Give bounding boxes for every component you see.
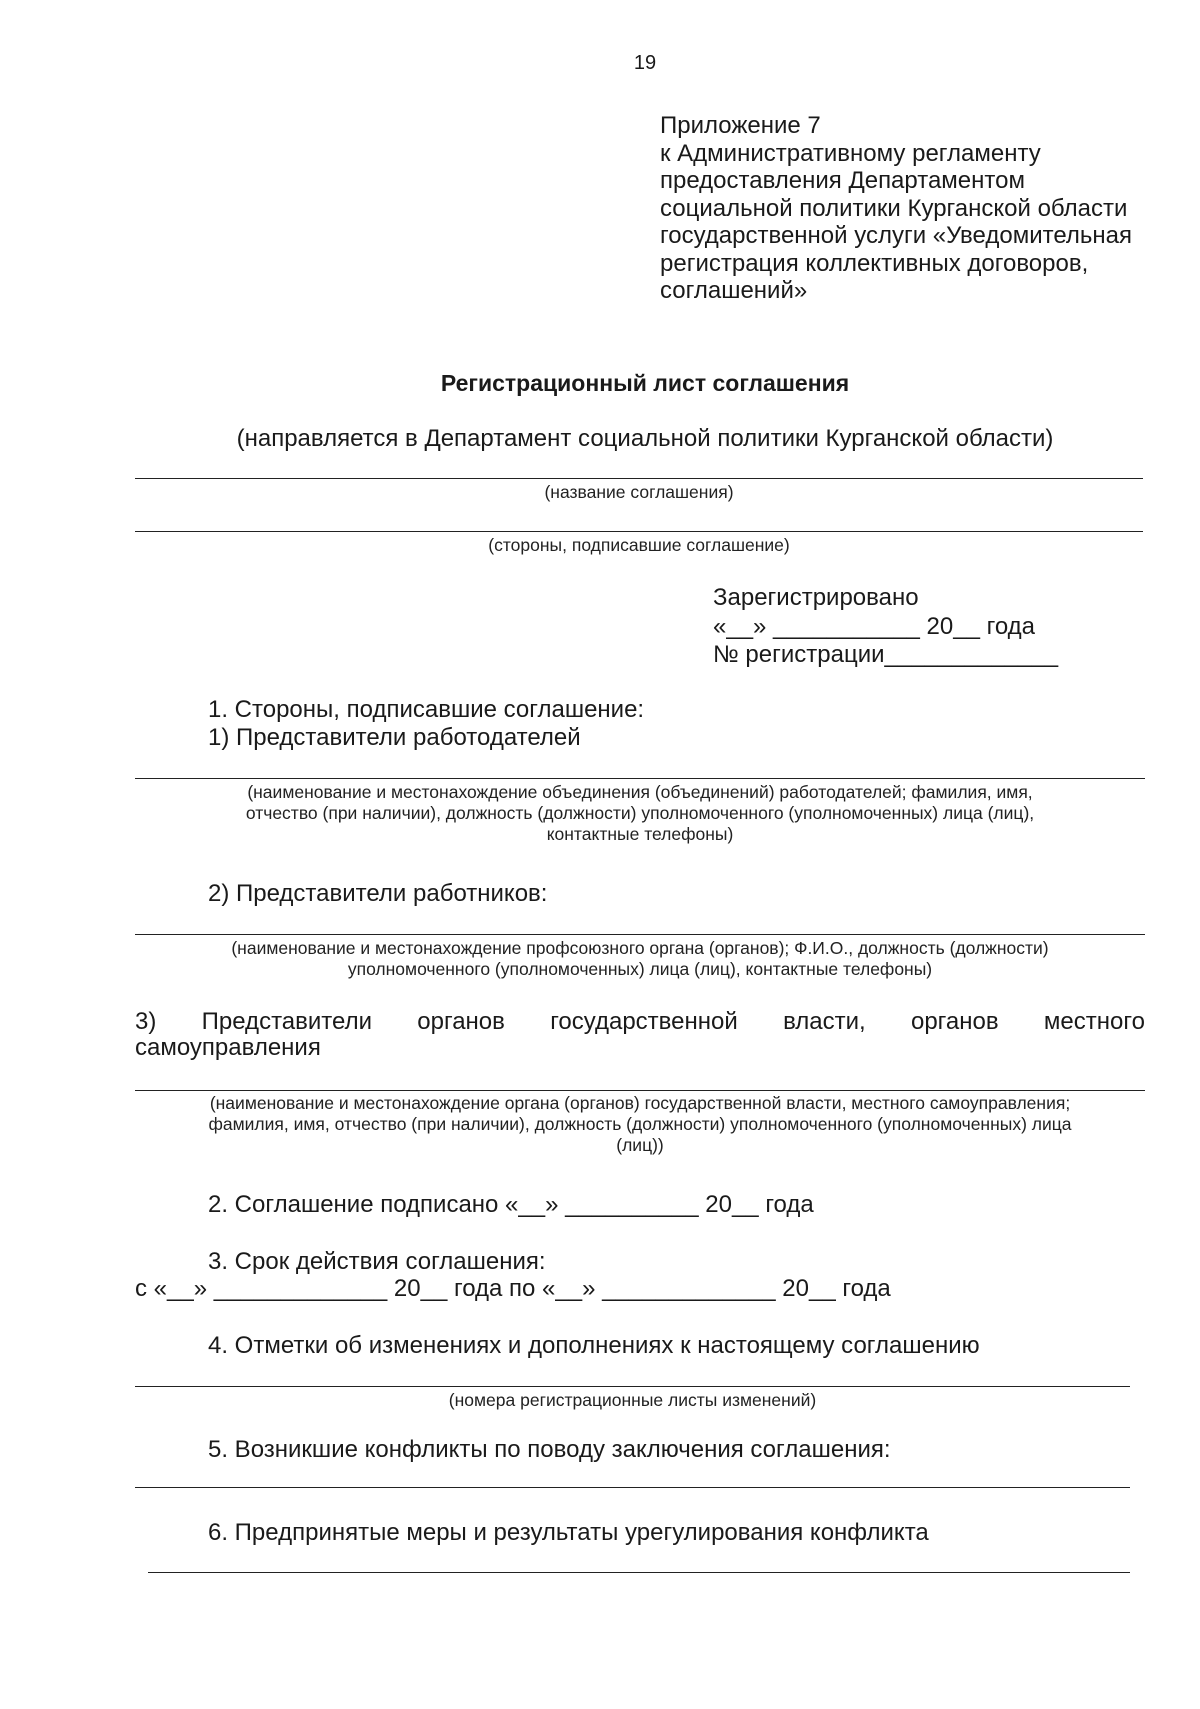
section-5-heading: 5. Возникшие конфликты по поводу заключения соглашения:	[208, 1436, 891, 1463]
conflicts-field[interactable]	[135, 1487, 1130, 1488]
agreement-name-field[interactable]	[135, 478, 1143, 479]
appendix-line: к Административному регламенту	[660, 139, 1041, 167]
caption-line: (наименование и местонахождение объединения (объединений) работодателей; фамилия, имя,	[247, 782, 1033, 802]
registration-date-line[interactable]: «__» ___________ 20__ года	[713, 612, 1036, 640]
caption-line: (лиц))	[616, 1135, 664, 1155]
section-1-employers: 1) Представители работодателей	[208, 724, 581, 751]
changes-caption: (номера регистрационные листы изменений)	[448, 1390, 817, 1410]
appendix-line: Приложение 7	[660, 112, 821, 139]
word: местного	[1043, 1008, 1145, 1035]
appendix-line: регистрация коллективных договоров,	[660, 249, 1089, 277]
authorities-field[interactable]	[135, 1090, 1145, 1091]
appendix-line: предоставления Департаментом	[660, 167, 1025, 194]
changes-field[interactable]	[135, 1386, 1130, 1387]
resolution-field[interactable]	[148, 1572, 1130, 1573]
parties-caption: (стороны, подписавшие соглашение)	[488, 535, 790, 555]
workers-field[interactable]	[135, 934, 1145, 935]
section-2-signed[interactable]: 2. Соглашение подписано «__» __________ 20__ года	[208, 1191, 814, 1218]
appendix-line: государственной услуги «Уведомительная	[660, 222, 1132, 249]
word: власти,	[783, 1008, 866, 1035]
document-title: Регистрационный лист соглашения	[440, 370, 850, 396]
registration-block	[713, 584, 1058, 670]
word: органов	[417, 1008, 505, 1035]
appendix-line: соглашений»	[660, 277, 808, 304]
section-1-workers: 2) Представители работников:	[208, 880, 548, 907]
authorities-caption	[135, 1093, 1145, 1156]
registration-number-line[interactable]: № регистрации_____________	[713, 641, 1059, 668]
caption-line: (наименование и местонахождение профсоюзного органа (органов); Ф.И.О., должность (должности)	[231, 938, 1049, 958]
appendix-header	[660, 112, 1180, 305]
word: органов	[910, 1008, 999, 1035]
word: 3)	[135, 1008, 157, 1035]
caption-line: фамилия, имя, отчество (при наличии), должность (должности) уполномоченного (уполномоченных) лица	[208, 1114, 1072, 1134]
section-6-heading: 6. Предпринятые меры и результаты урегулирования конфликта	[208, 1519, 929, 1546]
employers-caption	[135, 782, 1145, 845]
section-1-authorities-cont: самоуправления	[135, 1034, 321, 1061]
section-3-heading: 3. Срок действия соглашения:	[208, 1248, 546, 1275]
section-1-authorities	[135, 1008, 1145, 1036]
word: Представители	[201, 1008, 372, 1035]
section-4-heading: 4. Отметки об изменениях и дополнениях к настоящему соглашению	[208, 1332, 980, 1359]
caption-line: уполномоченного (уполномоченных) лица (лиц), контактные телефоны)	[347, 959, 933, 979]
employers-field[interactable]	[135, 778, 1145, 779]
workers-caption	[135, 938, 1145, 980]
document-subtitle: (направляется в Департамент социальной политики Курганской области)	[236, 425, 1054, 452]
section-1-heading: 1. Стороны, подписавшие соглашение:	[208, 696, 645, 723]
caption-line: отчество (при наличии), должность (должности) уполномоченного (уполномоченных) лица (лиц),	[245, 803, 1035, 823]
registered-label: Зарегистрировано	[713, 584, 919, 611]
caption-line: (наименование и местонахождение органа (органов) государственной власти, местного самоуправления;	[209, 1093, 1071, 1113]
appendix-line: социальной политики Курганской области	[660, 194, 1128, 222]
page-number: 19	[633, 52, 657, 74]
word: государственной	[550, 1008, 738, 1035]
agreement-name-caption: (название соглашения)	[544, 482, 734, 502]
section-3-term-line[interactable]: с «__» _____________ 20__ года по «__» _____________ 20__ года	[135, 1275, 891, 1302]
caption-line: контактные телефоны)	[546, 824, 734, 844]
parties-field[interactable]	[135, 531, 1143, 532]
